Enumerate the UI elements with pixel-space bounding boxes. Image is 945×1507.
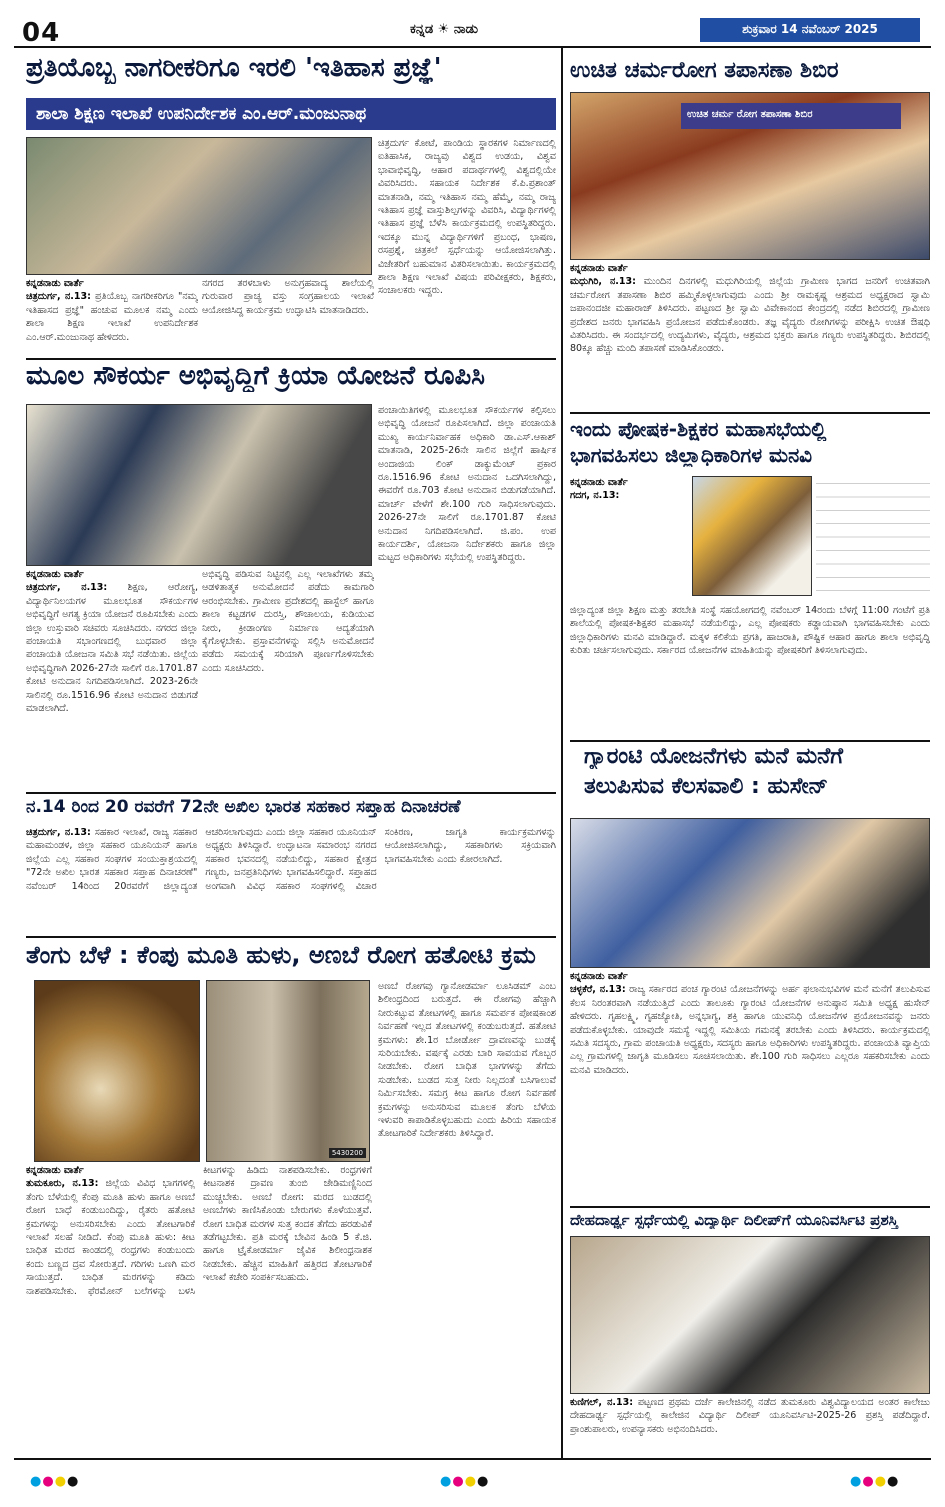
pta-byline: ಕನ್ನಡನಾಡು ವಾರ್ತೆ <box>570 477 628 488</box>
footer-rule <box>14 1458 931 1460</box>
history-lead: ಪ್ರತಿಯೊಬ್ಬ ನಾಗರೀಕರಿಗೂ "ನಮ್ಮ ಇತಿಹಾಸದ ಪ್ರಜ್ಞೆ" ಹಂಚುವ ಮೂಲಕ ನಮ್ಮ ಎಂದು ಶಾಲಾ ಶಿಕ್ಷಣ ಇಲಾಖೆ ಉಪನಿರ್ದೇಶಕ ಎಂ.ಆರ್.ಮಂಜುನಾಥ ಹೇಳಿದರು. <box>26 291 198 343</box>
skin-camp-byline: ಕನ್ನಡನಾಡು ವಾರ್ತೆ <box>570 263 628 274</box>
pta-headline-line1: ಇಂದು ಪೋಷಕ-ಶಿಕ್ಷಕರ ಮಹಾಸಭೆಯಲ್ಲಿ <box>570 418 827 441</box>
skin-camp-text <box>570 262 930 412</box>
issue-date: ಶುಕ್ರವಾರ 14 ನವೆಂಬರ್ 2025 <box>700 18 920 42</box>
page-number: 04 <box>22 18 61 48</box>
coconut-trunk-disease-photo <box>206 980 370 1162</box>
guarantee-rule <box>570 1206 930 1208</box>
column-divider <box>561 48 563 1458</box>
skin-camp-photo <box>570 92 930 260</box>
pta-headline-line2: ಭಾಗವಹಿಸಲು ಜಿಲ್ಲಾಧಿಕಾರಿಗಳ ಮನವಿ <box>570 444 813 467</box>
masthead-rule <box>14 46 931 48</box>
coconut-body: ಜಿಲ್ಲೆಯ ವಿವಿಧ ಭಾಗಗಳಲ್ಲಿ ತೆಂಗು ಬೆಳೆಯಲ್ಲಿ ಕೆಂಪು ಮೂತಿ ಹುಳು ಹಾಗೂ ಅಣಬೆ ರೋಗ ಬಾಧೆ ಕಂಡುಬಂದಿದ್ದು, ರೈತರು ಹತೋಟಿ ಕ್ರಮಗಳನ್ನು ಅನುಸರಿಸಬೇಕು ಎಂದು ತೋಟಗಾರಿಕೆ ಇಲಾಖೆ ಸಲಹೆ ನೀಡಿದೆ. ಕೆಂಪು ಮೂತಿ ಹುಳು: ಕೀಟ ಬಾಧಿತ ಮರದ ಕಾಂಡದಲ್ಲಿ ರಂಧ್ರಗಳು ಕಂಡುಬಂದು ಕಂದು ಬಣ್ಣದ ದ್ರವ ಸೋರುತ್ತದೆ. ಗರಿಗಳು ಒಣಗಿ ಮರ ಸಾಯುತ್ತದೆ. ಬಾಧಿತ ಮರಗಳನ್ನು ಕಡಿದು ನಾಶಪಡಿಸಬೇಕು. ಫೆರಮೋನ್ ಬಲೆಗಳನ್ನು ಬಳಸಿ ಕೀಟಗಳನ್ನು ಹಿಡಿದು ನಾಶಪಡಿಸಬೇಕು. ರಂಧ್ರಗಳಿಗೆ ಕೀಟನಾಶಕ ದ್ರಾವಣ ತುಂಬಿ ಜೇಡಿಮಣ್ಣಿನಿಂದ ಮುಚ್ಚಬೇಕು. ಅಣಬೆ ರೋಗ: ಮರದ ಬುಡದಲ್ಲಿ ಅಣಬೆಗಳು ಕಾಣಿಸಿಕೊಂಡು ಬೇರುಗಳು ಕೊಳೆಯುತ್ತವೆ. ರೋಗ ಬಾಧಿತ ಮರಗಳ ಸುತ್ತ ಕಂದಕ ತೆಗೆದು ಹರಡುವಿಕೆ ತಡೆಗಟ್ಟಬೇಕು. ಪ್ರತಿ ಮರಕ್ಕೆ ಬೇವಿನ ಹಿಂಡಿ 5 ಕೆ.ಜಿ. ಹಾಗೂ ಟ್ರೈಕೋಡರ್ಮಾ ಜೈವಿಕ ಶಿಲೀಂಧ್ರನಾಶಕ ನೀಡಬೇಕು. ಹೆಚ್ಚಿನ ಮಾಹಿತಿಗೆ ಹತ್ತಿರದ ತೋಟಗಾರಿಕೆ ಇಲಾಖೆ ಕಚೇರಿ ಸಂಪರ್ಕಿಸಬಹುದು. <box>26 1165 372 1297</box>
skin-camp-rule <box>570 412 930 414</box>
red-palm-weevil-photo <box>34 980 200 1162</box>
history-headline: ಪ್ರತಿಯೊಬ್ಬ ನಾಗರೀಕರಿಗೂ ಇರಲಿ 'ಇತಿಹಾಸ ಪ್ರಜ್ಞೆ' <box>26 54 442 83</box>
infrastructure-col1-text <box>26 568 198 788</box>
skin-camp-headline: ಉಚಿತ ಚರ್ಮರೋಗ ತಪಾಸಣಾ ಶಿಬಿರ <box>570 58 839 83</box>
pta-body: ಜಿಲ್ಲಾದ್ಯಂತ ಜಿಲ್ಲಾ ಶಿಕ್ಷಣ ಮತ್ತು ತರಬೇತಿ ಸಂಸ್ಥೆ ಸಹಯೋಗದಲ್ಲಿ ನವೆಂಬರ್ 14ರಂದು ಬೆಳಗ್ಗೆ 11:00 ಗಂಟೆಗೆ ಪ್ರತಿ ಶಾಲೆಯಲ್ಲಿ ಪೋಷಕ-ಶಿಕ್ಷಕರ ಮಹಾಸಭೆ ನಡೆಯಲಿದ್ದು, ಎಲ್ಲ ಪೋಷಕರು ಕಡ್ಡಾಯವಾಗಿ ಭಾಗವಹಿಸಬೇಕು ಎಂದು ಜಿಲ್ಲಾಧಿಕಾರಿಗಳು ಮನವಿ ಮಾಡಿದ್ದಾರೆ. ಮಕ್ಕಳ ಕಲಿಕೆಯ ಪ್ರಗತಿ, ಹಾಜರಾತಿ, ಪೌಷ್ಟಿಕ ಆಹಾರ ಹಾಗೂ ಶಾಲಾ ಅಭಿವೃದ್ಧಿ ಕುರಿತು ಚರ್ಚಿಸಲಾಗುವುದು. ಸರ್ಕಾರದ ಯೋಜನೆಗಳ ಮಾಹಿತಿಯನ್ನು ಪೋಷಕರಿಗೆ ತಿಳಿಸಲಾಗುವುದು. <box>570 605 930 657</box>
skin-camp-body: ಮುಂದಿನ ದಿನಗಳಲ್ಲಿ ಮಧುಗಿರಿಯಲ್ಲಿ ಜಿಲ್ಲೆಯ ಗ್ರಾಮೀಣ ಭಾಗದ ಜನರಿಗೆ ಉಚಿತವಾಗಿ ಚರ್ಮರೋಗ ತಪಾಸಣಾ ಶಿಬಿರ ಹಮ್ಮಿಕೊಳ್ಳಲಾಗುವುದು ಎಂದು ಶ್ರೀ ರಾಮಕೃಷ್ಣ ಆಶ್ರಮದ ಅಧ್ಯಕ್ಷರಾದ ಸ್ವಾಮಿ ಜಪಾನಂದಜೀ ಮಹಾರಾಜ್ ತಿಳಿಸಿದರು. ಪಟ್ಟಣದ ಶ್ರೀ ಸ್ವಾಮಿ ವಿವೇಕಾನಂದ ಕೇಂದ್ರದಲ್ಲಿ ನಡೆದ ಶಿಬಿರದಲ್ಲಿ ಗ್ರಾಮೀಣ ಪ್ರದೇಶದ ಜನರು ಭಾಗವಹಿಸಿ ಪ್ರಯೋಜನ ಪಡೆದುಕೊಂಡರು. ತಜ್ಞ ವೈದ್ಯರು ರೋಗಿಗಳನ್ನು ಪರೀಕ್ಷಿಸಿ ಉಚಿತ ಔಷಧಿ ವಿತರಿಸಿದರು. ಈ ಸಂದರ್ಭದಲ್ಲಿ ಉದ್ಯಮಿಗಳು, ವೈದ್ಯರು, ಆಶ್ರಮದ ಭಕ್ತರು ಹಾಗೂ ಗಣ್ಯರು ಉಪಸ್ಥಿತರಿದ್ದರು. ಶಿಬಿರದಲ್ಲಿ 80ಕ್ಕೂ ಹೆಚ್ಚು ಮಂದಿ ತಪಾಸಣೆ ಮಾಡಿಸಿಕೊಂಡರು. <box>570 276 930 355</box>
newspaper-brand: ಕನ್ನಡ ☀ ನಾಡು <box>410 22 479 37</box>
coconut-byline: ಕನ್ನಡನಾಡು ವಾರ್ತೆ <box>26 1165 84 1176</box>
coconut-dateline: ತುಮಕೂರು, ನ.13: <box>26 1178 99 1190</box>
guarantee-headline-line2: ತಲುಪಿಸುವ ಕೆಲಸವಾಲಿ : ಹುಸೇನ್ <box>584 774 829 799</box>
history-col2-text: ಚಿತ್ರದುರ್ಗ ಕೋಟೆ, ಪಾಂಡಿಯ ಸ್ಥಾರಕಗಳ ನಿರ್ಮಾಣದಲ್ಲಿ ಐತಿಹಾಸಿಕ, ರಾಜ್ಯವು ವಿಶ್ವದ ಉಡಯ, ವಿಶ್ವವ ಭಾವಾಭಿವೃದ್ಧಿ, ಆಹಾರ ಪದಾರ್ಥಗಳಲ್ಲಿ ವಿಶ್ವದಲ್ಲಿಯೇ ವಿವರಿಸಿದರು. ಸಹಾಯಕ ನಿರ್ದೇಶಕ ಕೆ.ಪಿ.ಪ್ರಶಾಂತ್ ಮಾತನಾಡಿ, ನಮ್ಮ ಇತಿಹಾಸ ನಮ್ಮ ಹೆಮ್ಮೆ, ನಮ್ಮ ರಾಜ್ಯ ಇತಿಹಾಸ ಪ್ರಜ್ಞೆ ವಾಸ್ತುಶಿಲ್ಪಗಳನ್ನು ವಿವರಿಸಿ, ವಿದ್ಯಾರ್ಥಿಗಳಲ್ಲಿ ಇತಿಹಾಸ ಪ್ರಜ್ಞೆ ಬೆಳೆಸಿ ಕಾರ್ಯಕ್ರಮದಲ್ಲಿ ಉಪಸ್ಥಿತರಿದ್ದರು. ಇದಕ್ಕೂ ಮುನ್ನ ವಿದ್ಯಾರ್ಥಿಗಳಿಗೆ ಪ್ರಬಂಧ, ಭಾಷಣ, ರಸಪ್ರಶ್ನೆ, ಚಿತ್ರಕಲೆ ಸ್ಪರ್ಧೆಯನ್ನು ಆಯೋಜಿಸಲಾಗಿತ್ತು. ವಿಜೇತರಿಗೆ ಬಹುಮಾನ ವಿತರಿಸಲಾಯಿತು. ಕಾರ್ಯಕ್ರಮದಲ್ಲಿ ಶಾಲಾ ಶಿಕ್ಷಣ ಇಲಾಖೆ ವಿಷಯ ಪರಿವೀಕ್ಷಕರು, ಶಿಕ್ಷಕರು, ಸಂಚಾಲಕರು ಇದ್ದರು. <box>378 138 556 297</box>
coconut-text <box>26 1164 372 1454</box>
history-tail-text: ನಗರದ ತರಳಬಾಳು ಅನುಗ್ರಹವಾದ್ಯ ಶಾಲೆಯಲ್ಲಿ ಗುರುವಾರ ಪ್ರಾಚ್ಯ ವಸ್ತು ಸಂಗ್ರಹಾಲಯ ಇಲಾಖೆ ಆಯೋಜಿಸಿದ್ದ ಕಾರ್ಯಕ್ರಮ ಉದ್ಘಾಟಿಸಿ ಮಾತನಾಡಿದರು. <box>202 278 374 316</box>
pta-rule <box>570 740 930 742</box>
guarantee-dateline: ಚಳ್ಳಕೆರೆ, ನ.13: <box>570 984 626 996</box>
registration-marks-center: ●●●● <box>440 1474 490 1489</box>
infrastructure-headline: ಮೂಲ ಸೌಕರ್ಯ ಅಭಿವೃದ್ಧಿಗೆ ಕ್ರಿಯಾ ಯೋಜನೆ ರೂಪಿಸಿ <box>26 362 485 391</box>
cooperative-text <box>26 826 556 934</box>
infrastructure-body: ಶಿಕ್ಷಣ, ಆರೋಗ್ಯ, ವಿದ್ಯಾರ್ಥಿನಿಲಯಗಳ ಮೂಲಭೂತ ಸೌಕರ್ಯಗಳ ಅಭಿವೃದ್ಧಿಗೆ ಅಗತ್ಯ ಕ್ರಿಯಾ ಯೋಜನೆ ರೂಪಿಸಬೇಕು ಎಂದು ಜಿಲ್ಲಾ ಉಸ್ತುವಾರಿ ಸಚಿವರು ಸೂಚಿಸಿದರು. ನಗರದ ಜಿಲ್ಲಾ ಪಂಚಾಯತಿ ಸಭಾಂಗಣದಲ್ಲಿ ಬುಧವಾರ ಜಿಲ್ಲಾ ಪಂಚಾಯತಿ ಯೋಜನಾ ಸಮಿತಿ ಸಭೆ ನಡೆಯಿತು. ಜಿಲ್ಲೆಯ ಅಭಿವೃದ್ಧಿಗಾಗಿ 2026-27ನೇ ಸಾಲಿಗೆ ರೂ.1701.87 ಕೋಟಿ ಅನುದಾನ ನಿಗದಿಪಡಿಸಲಾಗಿದೆ. 2023-26ನೇ ಸಾಲಿನಲ್ಲಿ ರೂ.1516.96 ಕೋಟಿ ಅನುದಾನ ಬಿಡುಗಡೆ ಮಾಡಲಾಗಿದೆ. <box>26 582 198 715</box>
skin-camp-dateline: ಮಧುಗಿರಿ, ನ.13: <box>570 276 636 288</box>
guarantee-body: ರಾಜ್ಯ ಸರ್ಕಾರದ ಪಂಚ ಗ್ಯಾರಂಟಿ ಯೋಜನೆಗಳನ್ನು ಅರ್ಹ ಫಲಾನುಭವಿಗಳ ಮನೆ ಮನೆಗೆ ತಲುಪಿಸುವ ಕೆಲಸ ನಿರಂತರವಾಗಿ ನಡೆಯುತ್ತಿದೆ ಎಂದು ತಾಲೂಕು ಗ್ಯಾರಂಟಿ ಯೋಜನೆಗಳ ಅನುಷ್ಠಾನ ಸಮಿತಿ ಅಧ್ಯಕ್ಷ ಹುಸೇನ್ ಹೇಳಿದರು. ಗೃಹಲಕ್ಷ್ಮಿ, ಗೃಹಜ್ಯೋತಿ, ಅನ್ನಭಾಗ್ಯ, ಶಕ್ತಿ ಹಾಗೂ ಯುವನಿಧಿ ಯೋಜನೆಗಳ ಪ್ರಯೋಜನವನ್ನು ಜನರು ಪಡೆದುಕೊಳ್ಳಬೇಕು. ಯಾವುದೇ ಸಮಸ್ಯೆ ಇದ್ದಲ್ಲಿ ಸಮಿತಿಯ ಗಮನಕ್ಕೆ ತರಬೇಕು ಎಂದು ತಿಳಿಸಿದರು. ಕಾರ್ಯಕ್ರಮದಲ್ಲಿ ಸಮಿತಿ ಸದಸ್ಯರು, ಗ್ರಾಮ ಪಂಚಾಯತಿ ಅಧ್ಯಕ್ಷರು, ಸದಸ್ಯರು ಹಾಗೂ ಅಧಿಕಾರಿಗಳು ಉಪಸ್ಥಿತರಿದ್ದರು. ಪಂಚಾಯತಿ ವ್ಯಾಪ್ತಿಯ ಎಲ್ಲ ಗ್ರಾಮಗಳಲ್ಲಿ ಜಾಗೃತಿ ಮೂಡಿಸಲು ಸೂಚಿಸಲಾಯಿತು. ಶೇ.100 ಗುರಿ ಸಾಧಿಸಲು ಎಲ್ಲರೂ ಸಹಕರಿಸಬೇಕು ಎಂದು ಮನವಿ ಮಾಡಿದರು. <box>570 984 930 1076</box>
skin-camp-banner: ಉಚಿತ ಚರ್ಮ ರೋಗ ತಪಾಸಣಾ ಶಿಬಿರ <box>681 103 901 129</box>
history-byline: ಕನ್ನಡನಾಡು ವಾರ್ತೆ <box>26 278 84 289</box>
bodybuilding-dateline: ಕುಣಿಗಲ್, ನ.13: <box>570 1397 634 1408</box>
cooperative-headline: ನ.14 ರಿಂದ 20 ರವರೆಗೆ 72ನೇ ಅಖಿಲ ಭಾರತ ಸಹಕಾರ ಸಪ್ತಾಹ ದಿನಾಚರಣೆ <box>26 798 461 817</box>
guarantee-headline-line1: ಗ್ಯಾರಂಟಿ ಯೋಜನೆಗಳು ಮನೆ ಮನೆಗೆ <box>584 744 844 769</box>
history-subhead: ಶಾಲಾ ಶಿಕ್ಷಣ ಇಲಾಖೆ ಉಪನಿರ್ದೇಶಕ ಎಂ.ಆರ್.ಮಂಜುನಾಥ <box>26 98 556 130</box>
cooperative-dateline: ಚಿತ್ರದುರ್ಗ, ನ.13: <box>26 827 91 838</box>
infrastructure-col3-text: ಪಂಚಾಯಿತಿಗಳಲ್ಲಿ ಮೂಲಭೂತ ಸೌಕರ್ಯಗಳ ಕಲ್ಪಿಸಲು ಅಭಿವೃದ್ಧಿ ಯೋಜನೆ ರೂಪಿಸಲಾಗಿದೆ. ಜಿಲ್ಲಾ ಪಂಚಾಯತಿ ಮುಖ್ಯ ಕಾರ್ಯನಿರ್ವಾಹಕ ಅಧಿಕಾರಿ ಡಾ.ಎಸ್.ಆಕಾಶ್ ಮಾತನಾಡಿ, 2025-26ನೇ ಸಾಲಿನ ಜಿಲ್ಲೆಗೆ ಹಾರ್ಷಿಕ ಅಂದಾಜಿಯ ಲಿಂಕ್ ಡಾಕ್ಯುಮೆಂಟ್ ಪ್ರಕಾರ ರೂ.1516.96 ಕೋಟಿ ಅನುದಾನ ಒದಗಿಸಲಾಗಿದ್ದು, ಈವರೆಗೆ ರೂ.703 ಕೋಟಿ ಅನುದಾನ ಬಿಡುಗಡೆಯಾಗಿದೆ. ಮಾರ್ಚ್ ವೇಳೆಗೆ ಶೇ.100 ಗುರಿ ಸಾಧಿಸಲಾಗುವುದು. 2026-27ನೇ ಸಾಲಿಗೆ ರೂ.1701.87 ಕೋಟಿ ಅನುದಾನ ನಿಗದಿಪಡಿಸಲಾಗಿದೆ. ಜಿ.ಪಂ. ಉಪ ಕಾರ್ಯದರ್ಶಿ, ಯೋಜನಾ ನಿರ್ದೇಶಕರು ಹಾಗೂ ಜಿಲ್ಲಾ ಮಟ್ಟದ ಅಧಿಕಾರಿಗಳು ಸಭೆಯಲ್ಲಿ ಉಪಸ್ಥಿತರಿದ್ದರು. <box>378 405 556 564</box>
pta-col3-lines <box>816 476 930 596</box>
registration-marks-left: ●●●● <box>30 1474 80 1489</box>
cooperative-body: ಸಹಕಾರ ಇಲಾಖೆ, ರಾಜ್ಯ ಸಹಕಾರ ಮಹಾಮಂಡಳ, ಜಿಲ್ಲಾ ಸಹಕಾರ ಯೂನಿಯನ್ ಹಾಗೂ ಜಿಲ್ಲೆಯ ಎಲ್ಲ ಸಹಕಾರ ಸಂಘಗಳ ಸಂಯುಕ್ತಾಶ್ರಯದಲ್ಲಿ "72ನೇ ಅಖಿಲ ಭಾರತ ಸಹಕಾರ ಸಪ್ತಾಹ ದಿನಾಚರಣೆ" ನವೆಂಬರ್ 14ರಿಂದ 20ರವರೆಗೆ ಜಿಲ್ಲಾದ್ಯಂತ ಆಚರಿಸಲಾಗುವುದು ಎಂದು ಜಿಲ್ಲಾ ಸಹಕಾರ ಯೂನಿಯನ್ ಅಧ್ಯಕ್ಷರು ತಿಳಿಸಿದ್ದಾರೆ. ಉದ್ಘಾಟನಾ ಸಮಾರಂಭ ನಗರದ ಸಹಕಾರ ಭವನದಲ್ಲಿ ನಡೆಯಲಿದ್ದು, ಸಹಕಾರ ಕ್ಷೇತ್ರದ ಗಣ್ಯರು, ಜನಪ್ರತಿನಿಧಿಗಳು ಭಾಗವಹಿಸಲಿದ್ದಾರೆ. ಸಪ್ತಾಹದ ಅಂಗವಾಗಿ ವಿವಿಧ ಸಹಕಾರ ಸಂಘಗಳಲ್ಲಿ ವಿಚಾರ ಸಂಕಿರಣ, ಜಾಗೃತಿ ಕಾರ್ಯಕ್ರಮಗಳನ್ನು ಆಯೋಜಿಸಲಾಗಿದ್ದು, ಸಹಕಾರಿಗಳು ಸಕ್ರಿಯವಾಗಿ ಭಾಗವಹಿಸಬೇಕು ಎಂದು ಕೋರಲಾಗಿದೆ. <box>26 827 556 892</box>
bodybuilding-winners-photo <box>570 1236 930 1394</box>
pta-dateline: ಗದಗ, ನ.13: <box>570 490 620 502</box>
infrastructure-meeting-photo <box>26 404 372 566</box>
bodybuilding-body: ಪಟ್ಟಣದ ಪ್ರಥಮ ದರ್ಜೆ ಕಾಲೇಜಿನಲ್ಲಿ ನಡೆದ ತುಮಕೂರು ವಿಶ್ವವಿದ್ಯಾಲಯದ ಅಂತರ ಕಾಲೇಜು ದೇಹದಾರ್ಢ್ಯ ಸ್ಪರ್ಧೆಯಲ್ಲಿ ಕಾಲೇಜಿನ ವಿದ್ಯಾರ್ಥಿ ದಿಲೀಪ್ ಯೂನಿವರ್ಸಿಟಿ-2025-26 ಪ್ರಶಸ್ತಿ ಪಡೆದಿದ್ದಾರೆ. ಪ್ರಾಂಶುಪಾಲರು, ಉಪನ್ಯಾಸಕರು ಅಭಿನಂದಿಸಿದರು. <box>570 1397 930 1435</box>
guarantee-text <box>570 970 930 1204</box>
infrastructure-col2-text: ಅಭಿವೃದ್ಧಿ ಪಡಿಸುವ ನಿಟ್ಟಿನಲ್ಲಿ ಎಲ್ಲ ಇಲಾಖೆಗಳು ತಮ್ಮ ಆಡಳಿತಾತ್ಮಕ ಅನುಮೋದನೆ ಪಡೆದು ಕಾಮಗಾರಿ ಆರಂಭಿಸಬೇಕು. ಗ್ರಾಮೀಣ ಪ್ರದೇಶದಲ್ಲಿ ಹಾಸ್ಟೆಲ್ ಹಾಗೂ ಶಾಲಾ ಕಟ್ಟಡಗಳ ದುರಸ್ತಿ, ಶೌಚಾಲಯ, ಕುಡಿಯುವ ನೀರು, ಕ್ರೀಡಾಂಗಣ ನಿರ್ಮಾಣ ಆದ್ಯತೆಯಾಗಿ ಕೈಗೊಳ್ಳಬೇಕು. ಪ್ರಸ್ತಾವನೆಗಳನ್ನು ಸಲ್ಲಿಸಿ ಅನುಮೋದನೆ ಪಡೆದು ಸಮಯಕ್ಕೆ ಸರಿಯಾಗಿ ಪೂರ್ಣಗೊಳಿಸಬೇಕು ಎಂದು ಸೂಚಿಸಿದರು. <box>202 569 374 674</box>
history-dateline: ಚಿತ್ರದುರ್ಗ, ನ.13: <box>26 291 91 303</box>
bodybuilding-headline: ದೇಹದಾರ್ಢ್ಯ ಸ್ಪರ್ಧೆಯಲ್ಲಿ ವಿದ್ಯಾರ್ಥಿ ದಿಲೀಪ್‌ಗೆ ಯೂನಿವರ್ಸಿಟಿ ಪ್ರಶಸ್ತಿ <box>570 1212 898 1229</box>
infrastructure-dateline: ಚಿತ್ರದುರ್ಗ, ನ.13: <box>26 582 108 594</box>
coconut-headline: ತೆಂಗು ಬೆಳೆ : ಕೆಂಪು ಮೂತಿ ಹುಳು, ಅಣಬೆ ರೋಗ ಹತೋಟಿ ಕ್ರಮ <box>26 942 536 969</box>
cooperative-rule <box>26 936 556 938</box>
guarantee-byline: ಕನ್ನಡನಾಡು ವಾರ್ತೆ <box>570 971 628 982</box>
history-event-photo <box>26 137 372 275</box>
bodybuilding-text <box>570 1396 930 1454</box>
infrastructure-byline: ಕನ್ನಡನಾಡು ವಾರ್ತೆ <box>26 569 84 580</box>
guarantee-event-photo <box>570 818 930 968</box>
photo-stamp: 5430200 <box>329 1148 366 1158</box>
registration-marks-right: ●●●● <box>850 1474 900 1489</box>
district-collector-photo <box>692 476 812 596</box>
history-rule <box>26 358 556 360</box>
pta-col1-text <box>570 476 688 602</box>
infrastructure-rule <box>26 792 556 794</box>
coconut-col3-text: ಅಣಬೆ ರೋಗವು ಗ್ಯಾನೋಡರ್ಮಾ ಲೂಸಿಡಮ್ ಎಂಬ ಶಿಲೀಂಧ್ರದಿಂದ ಬರುತ್ತದೆ. ಈ ರೋಗವು ಹೆಚ್ಚಾಗಿ ನೀರುಕಟ್ಟುವ ತೋಟಗಳಲ್ಲಿ ಹಾಗೂ ಸಮರ್ಪಕ ಪೋಷಕಾಂಶ ನಿರ್ವಹಣೆ ಇಲ್ಲದ ತೋಟಗಳಲ್ಲಿ ಕಂಡುಬರುತ್ತದೆ. ಹತೋಟಿ ಕ್ರಮಗಳು: ಶೇ.1ರ ಬೋರ್ಡೋ ದ್ರಾವಣವನ್ನು ಬುಡಕ್ಕೆ ಸುರಿಯಬೇಕು. ವರ್ಷಕ್ಕೆ ಎರಡು ಬಾರಿ ಸಾವಯವ ಗೊಬ್ಬರ ನೀಡಬೇಕು. ರೋಗ ಬಾಧಿತ ಭಾಗಗಳನ್ನು ತೆಗೆದು ಸುಡಬೇಕು. ಬುಡದ ಸುತ್ತ ನೀರು ನಿಲ್ಲದಂತೆ ಬಸಿಗಾಲುವೆ ನಿರ್ಮಿಸಬೇಕು. ಸಮಗ್ರ ಕೀಟ ಹಾಗೂ ರೋಗ ನಿರ್ವಹಣೆ ಕ್ರಮಗಳನ್ನು ಅನುಸರಿಸುವ ಮೂಲಕ ತೆಂಗು ಬೆಳೆಯ ಇಳುವರಿ ಕಾಪಾಡಿಕೊಳ್ಳಬಹುದು ಎಂದು ಹಿರಿಯ ಸಹಾಯಕ ತೋಟಗಾರಿಕೆ ನಿರ್ದೇಶಕರು ತಿಳಿಸಿದ್ದಾರೆ. <box>378 981 556 1140</box>
history-lead-text <box>26 277 198 355</box>
